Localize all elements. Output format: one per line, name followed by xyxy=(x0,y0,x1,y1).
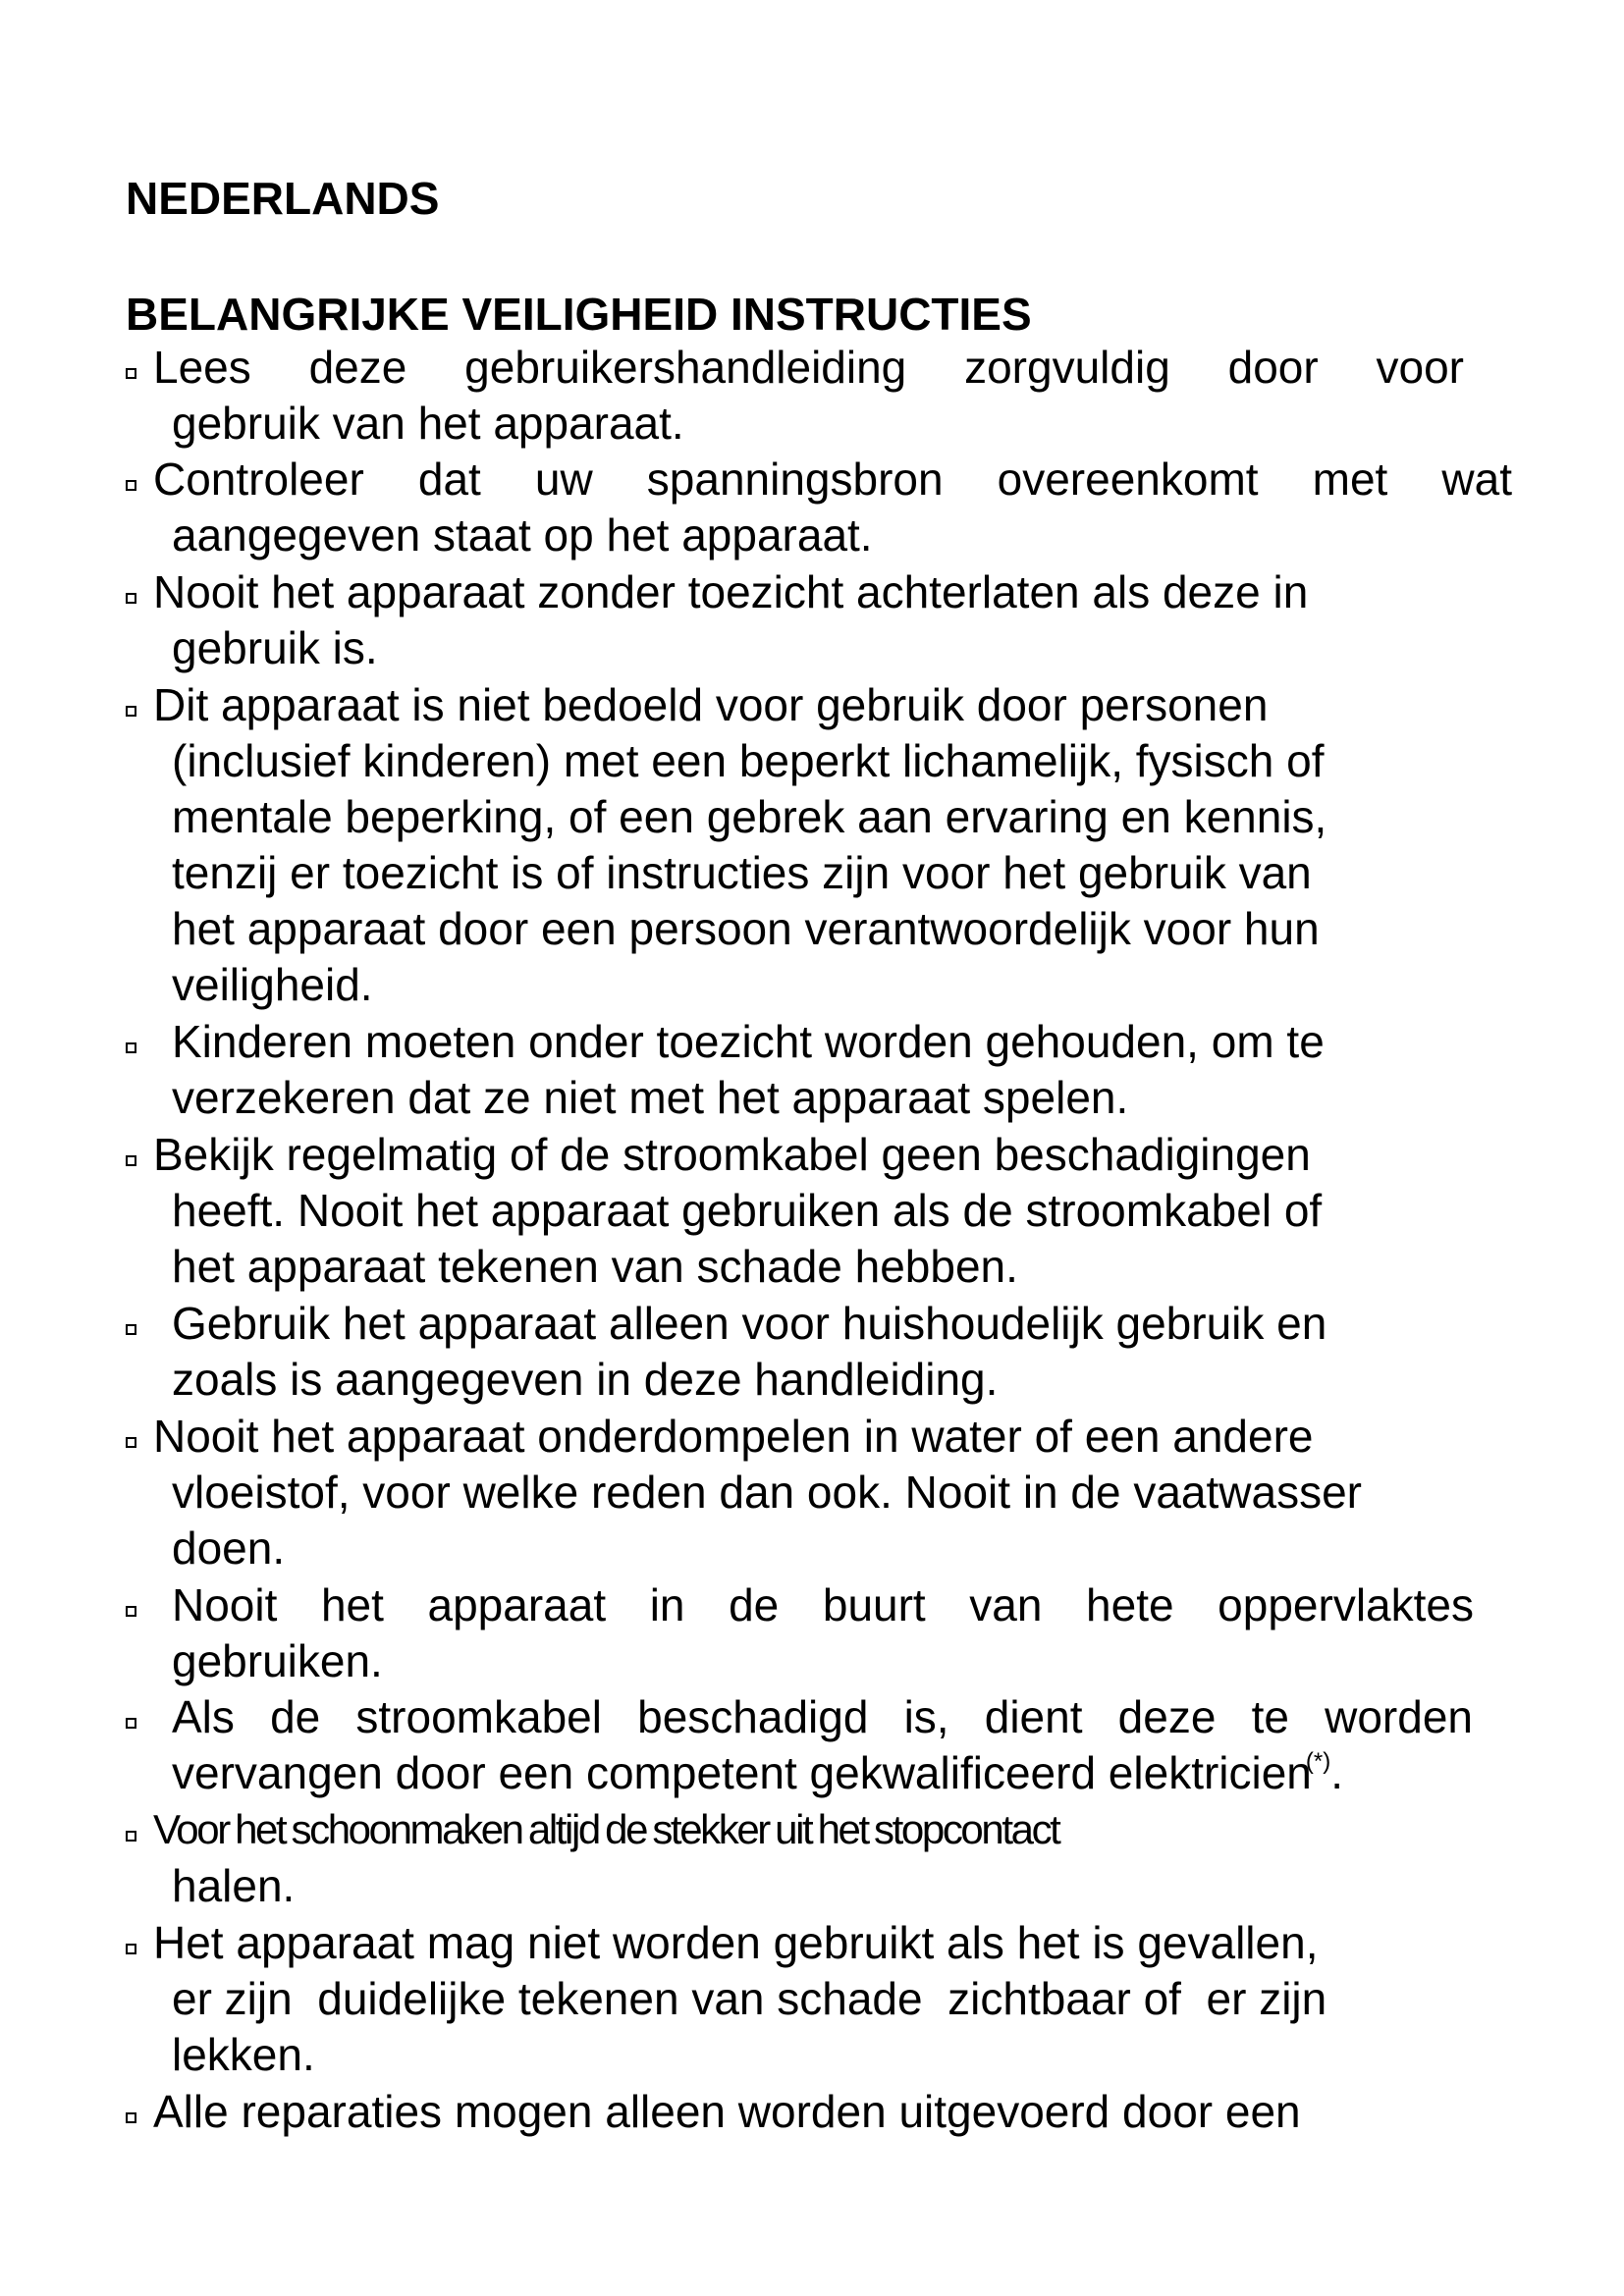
instruction-line: Nooit het apparaat zonder toezicht achterlaten als deze in xyxy=(153,566,1309,617)
checkbox-bullet-icon xyxy=(126,1718,136,1729)
instruction-line: Als de stroomkabel beschadigd is, dient deze te worden xyxy=(172,1691,1473,1742)
instruction-line: veiligheid. xyxy=(172,959,373,1010)
checkbox-bullet-icon xyxy=(126,1155,136,1166)
instruction-line: gebruik is. xyxy=(172,622,378,673)
instruction-line: het apparaat tekenen van schade hebben. xyxy=(172,1241,1018,1292)
instruction-line: Controleer dat uw spanningsbron overeenkomt met wat xyxy=(153,454,1512,505)
instruction-line: Kinderen moeten onder toezicht worden gehouden, om te xyxy=(172,1016,1325,1067)
checkbox-bullet-icon xyxy=(126,1437,136,1448)
instruction-text: vervangen door een competent gekwalificeerd elektricien xyxy=(172,1747,1312,1798)
instruction-line: doen. xyxy=(172,1522,286,1574)
checkbox-bullet-icon xyxy=(126,1042,136,1053)
checkbox-bullet-icon xyxy=(126,480,136,491)
instruction-line: Nooit het apparaat onderdompelen in water of een andere xyxy=(153,1411,1314,1462)
checkbox-bullet-icon xyxy=(126,706,136,717)
checkbox-bullet-icon xyxy=(126,2112,136,2123)
footnote-marker: (*) xyxy=(1305,1748,1331,1775)
instruction-line: er zijn duidelijke tekenen van schade zichtbaar of er zijn xyxy=(172,1973,1327,2024)
instruction-line: verzekeren dat ze niet met het apparaat spelen. xyxy=(172,1072,1129,1123)
instruction-line: halen. xyxy=(172,1860,296,1911)
instruction-line: Lees deze gebruikershandleiding zorgvuldig door voor xyxy=(153,342,1464,393)
instruction-line: mentale beperking, of een gebrek aan ervaring en kennis, xyxy=(172,791,1327,842)
instruction-line-with-footnote xyxy=(172,1745,1343,1800)
instruction-line: (inclusief kinderen) met een beperkt lichamelijk, fysisch of xyxy=(172,735,1325,786)
instruction-line: lekken. xyxy=(172,2029,315,2080)
instruction-line: heeft. Nooit het apparaat gebruiken als de stroomkabel of xyxy=(172,1185,1323,1236)
instruction-line: het apparaat door een persoon verantwoordelijk voor hun xyxy=(172,903,1320,954)
checkbox-bullet-icon xyxy=(126,1324,136,1335)
instruction-line: Het apparaat mag niet worden gebruikt als het is gevallen, xyxy=(153,1917,1319,1968)
instruction-line: Bekijk regelmatig of de stroomkabel geen beschadigingen xyxy=(153,1129,1311,1180)
instruction-line: tenzij er toezicht is of instructies zijn voor het gebruik van xyxy=(172,847,1312,898)
instruction-line: gebruik van het apparaat. xyxy=(172,398,684,449)
instruction-line: Gebruik het apparaat alleen voor huishoudelijk gebruik en xyxy=(172,1298,1327,1349)
checkbox-bullet-icon xyxy=(126,1606,136,1617)
instruction-line: Voor het schoonmaken altijd de stekker uit het stopcontact xyxy=(153,1806,1059,1852)
instruction-line: Alle reparaties mogen alleen worden uitgevoerd door een xyxy=(153,2086,1301,2137)
instruction-line: Nooit het apparaat in de buurt van hete oppervlaktes xyxy=(172,1579,1474,1630)
checkbox-bullet-icon xyxy=(126,593,136,604)
checkbox-bullet-icon xyxy=(126,368,136,379)
section-title: BELANGRIJKE VEILIGHEID INSTRUCTIES xyxy=(126,289,1032,340)
language-heading: NEDERLANDS xyxy=(126,173,440,224)
instruction-line: zoals is aangegeven in deze handleiding. xyxy=(172,1354,999,1405)
instruction-line: aangegeven staat op het apparaat. xyxy=(172,509,873,561)
checkbox-bullet-icon xyxy=(126,1831,136,1842)
instruction-line: Dit apparaat is niet bedoeld voor gebruik door personen xyxy=(153,679,1269,730)
sentence-period: . xyxy=(1330,1747,1344,1798)
checkbox-bullet-icon xyxy=(126,1944,136,1954)
instruction-line: gebruiken. xyxy=(172,1635,383,1686)
instruction-line: vloeistof, voor welke reden dan ook. Nooit in de vaatwasser xyxy=(172,1467,1362,1518)
